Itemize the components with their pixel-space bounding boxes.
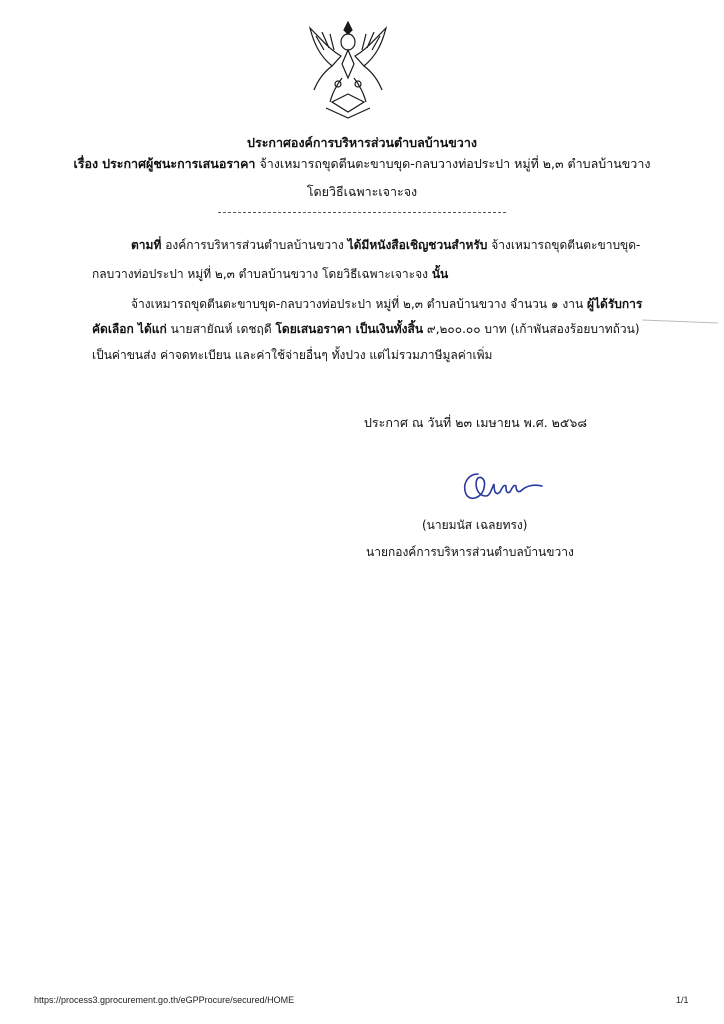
p1-end: นั้น xyxy=(431,267,449,281)
footer-page-number: 1/1 xyxy=(676,995,689,1005)
signer-name: (นายมนัส เฉลยทรง) xyxy=(422,518,528,532)
p2-line1: จ้างเหมารถขุดตีนตะขาบขุด-กลบวางท่อประปา หมู่ที่ ๒,๓ ตำบลบ้านขวาง จำนวน ๑ งาน xyxy=(131,297,584,311)
announce-label: ประกาศ ณ วันที่ xyxy=(364,415,452,430)
paragraph-1-line-1 xyxy=(131,236,640,254)
footer-url: https://process3.gprocurement.go.th/eGPProcure/secured/HOME xyxy=(34,995,295,1005)
signature xyxy=(456,466,544,506)
p1-org: องค์การบริหารส่วนตำบลบ้านขวาง xyxy=(165,238,344,252)
announcement-date-line xyxy=(364,413,587,433)
paragraph-2-line-3: เป็นค่าขนส่ง ค่าจดทะเบียน และค่าใช้จ่ายอื่นๆ ทั้งปวง แต่ไม่รวมภาษีมูลค่าเพิ่ม xyxy=(92,348,493,362)
paragraph-2-line-2 xyxy=(92,320,640,338)
p2-line1-bold: ผู้ได้รับการ xyxy=(586,297,643,311)
scan-artifact xyxy=(640,318,720,324)
p1-line2: กลบวางท่อประปา หมู่ที่ ๒,๓ ตำบลบ้านขวาง โดยวิธีเฉพาะเจาะจง xyxy=(92,267,428,281)
p1-label: ตามที่ xyxy=(131,238,162,252)
announce-date: ๒๓ เมษายน พ.ศ. ๒๕๖๘ xyxy=(455,415,587,430)
organization-title: ประกาศองค์การบริหารส่วนตำบลบ้านขวาง xyxy=(247,135,477,150)
subject-line xyxy=(0,155,724,173)
paragraph-1-line-2 xyxy=(92,265,448,283)
winner-name: นายสายัณห์ เดชฤดี xyxy=(170,322,272,336)
divider xyxy=(218,212,506,213)
p2-line2-bold: คัดเลือก ได้แก่ xyxy=(92,322,167,336)
signer-title: นายกองค์การบริหารส่วนตำบลบ้านขวาง xyxy=(366,545,574,559)
p1-rest: จ้างเหมารถขุดตีนตะขาบขุด- xyxy=(491,238,641,252)
procurement-method: โดยวิธีเฉพาะเจาะจง xyxy=(306,184,418,199)
winning-amount: ๙,๒๐๐.๐๐ บาท (เก้าพันสองร้อยบาทถ้วน) xyxy=(426,322,640,336)
subject-label: เรื่อง xyxy=(73,156,99,171)
subject-bold: ประกาศผู้ชนะการเสนอราคา xyxy=(102,156,256,171)
subject-text: จ้างเหมารถขุดตีนตะขาบขุด-กลบวางท่อประปา หมู่ที่ ๒,๓ ตำบลบ้านขวาง xyxy=(259,156,651,171)
p2-line2-bold2: โดยเสนอราคา เป็นเงินทั้งสิ้น xyxy=(275,322,424,336)
garuda-emblem-icon xyxy=(302,20,394,122)
paragraph-2-line-1 xyxy=(131,295,642,313)
p1-bold: ได้มีหนังสือเชิญชวนสำหรับ xyxy=(347,238,488,252)
